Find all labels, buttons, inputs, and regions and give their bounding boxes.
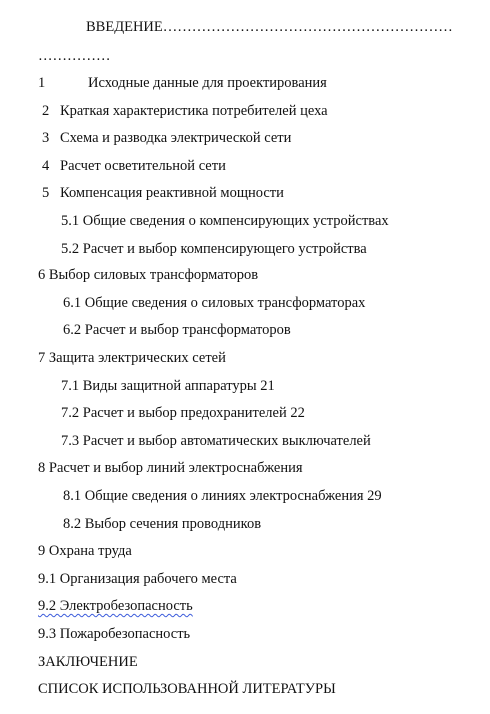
toc-intro <box>86 18 453 36</box>
toc-item-number: 2 <box>42 103 50 119</box>
toc-item-title: Исходные данные для проектирования <box>88 75 327 91</box>
toc-item-9-2: 9.2 Электробезопасность <box>38 598 193 614</box>
toc-item-1 <box>38 74 327 92</box>
toc-conclusion: ЗАКЛЮЧЕНИЕ <box>38 654 138 670</box>
toc-item-7-2: 7.2 Расчет и выбор предохранителей 22 <box>61 405 305 421</box>
toc-references: СПИСОК ИСПОЛЬЗОВАННОЙ ЛИТЕРАТУРЫ <box>38 681 336 697</box>
toc-item-7: 7 Защита электрических сетей <box>38 350 226 366</box>
toc-item-title: Расчет осветительной сети <box>60 158 226 174</box>
toc-item-7-3: 7.3 Расчет и выбор автоматических выключателей <box>61 433 371 449</box>
toc-intro-leader-continued: …………… <box>38 48 111 64</box>
toc-item-number: 3 <box>42 130 50 146</box>
toc-item-9-3: 9.3 Пожаробезопасность <box>38 626 191 642</box>
toc-item-2 <box>42 102 328 120</box>
toc-item-9-1: 9.1 Организация рабочего места <box>38 571 237 587</box>
toc-item-9: 9 Охрана труда <box>38 543 132 559</box>
toc-item-title: Схема и разводка электрической сети <box>60 130 292 146</box>
toc-item-4 <box>42 157 226 175</box>
toc-item-8-2: 8.2 Выбор сечения проводников <box>63 516 262 532</box>
toc-item-3 <box>42 129 291 147</box>
toc-item-number: 1 <box>38 75 46 91</box>
toc-item-number: 4 <box>42 158 50 174</box>
toc-intro-leader: …………………………………………………… <box>162 19 453 35</box>
toc-item-title: Компенсация реактивной мощности <box>60 185 284 201</box>
toc-item-number: 5 <box>42 185 50 201</box>
toc-item-title: Краткая характеристика потребителей цеха <box>60 103 328 119</box>
toc-item-8-1: 8.1 Общие сведения о линиях электроснабжения 29 <box>63 488 382 504</box>
toc-intro-title: ВВЕДЕНИЕ <box>86 19 163 35</box>
toc-item-5-2: 5.2 Расчет и выбор компенсирующего устройства <box>61 241 367 257</box>
toc-item-6: 6 Выбор силовых трансформаторов <box>38 267 259 283</box>
toc-item-7-1: 7.1 Виды защитной аппаратуры 21 <box>61 378 275 394</box>
toc-item-8: 8 Расчет и выбор линий электроснабжения <box>38 460 303 476</box>
toc-item-5 <box>42 184 284 202</box>
toc-item-5-1: 5.1 Общие сведения о компенсирующих устройствах <box>61 213 389 229</box>
toc-item-6-2: 6.2 Расчет и выбор трансформаторов <box>63 322 291 338</box>
toc-item-6-1: 6.1 Общие сведения о силовых трансформаторах <box>63 295 366 311</box>
